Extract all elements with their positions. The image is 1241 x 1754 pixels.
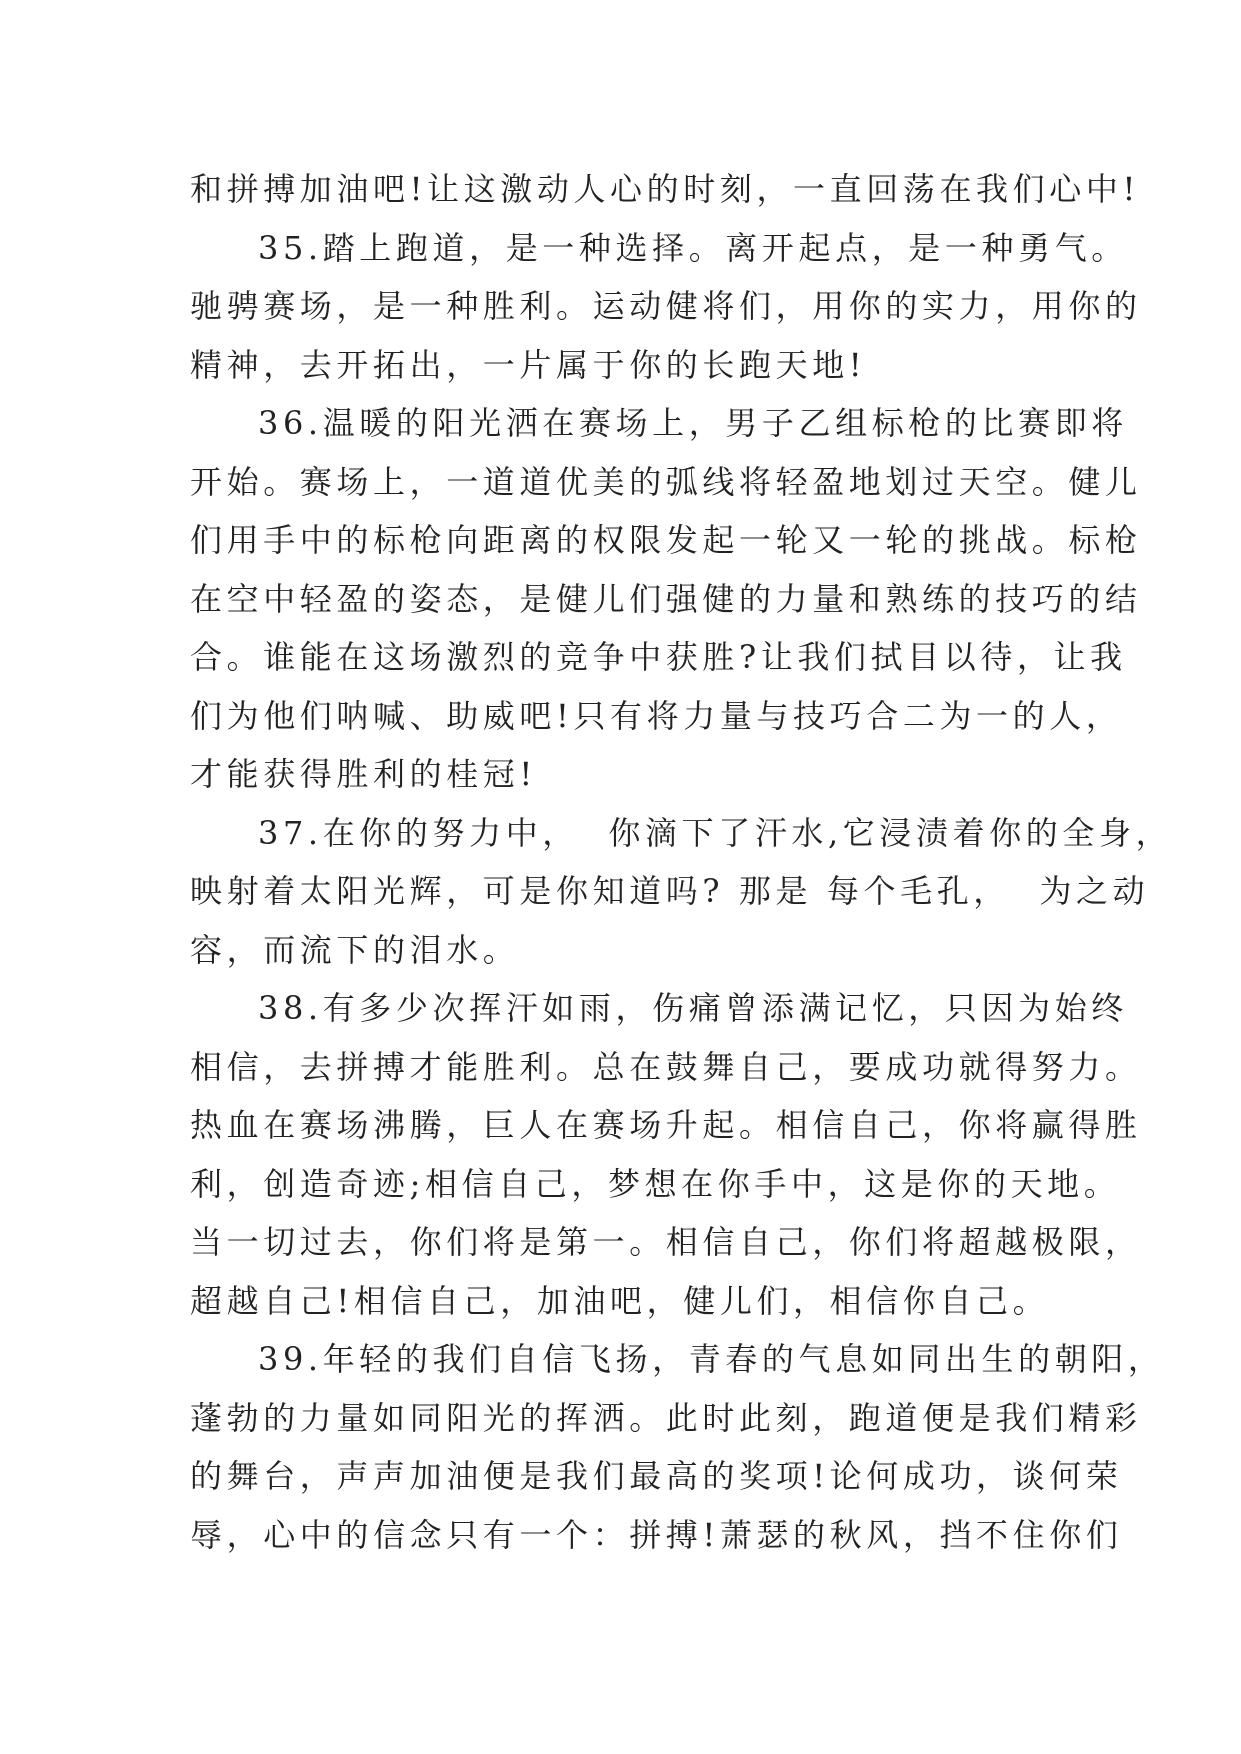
- text-line: 们为他们呐喊、助威吧!只有将力量与技巧合二为一的人，: [190, 696, 1123, 735]
- paragraph-first-line: 35.踏上跑道，是一种选择。离开起点，是一种勇气。: [258, 228, 1128, 267]
- text-line: 热血在赛场沸腾，巨人在赛场升起。相信自己，你将赢得胜: [190, 1106, 1142, 1144]
- text-line: 合。谁能在这场激烈的竞争中获胜?让我们拭目以待，让我: [190, 638, 1127, 676]
- text-line: 蓬勃的力量如同阳光的挥洒。此时此刻，跑道便是我们精彩: [190, 1398, 1142, 1437]
- text-line: 相信，去拼搏才能胜利。总在鼓舞自己，要成功就得努力。: [190, 1047, 1142, 1086]
- paragraph-first-line: 36.温暖的阳光洒在赛场上，男子乙组标枪的比赛即将: [258, 404, 1128, 442]
- text-line: 的舞台，声声加油便是我们最高的奖项!论何成功，谈何荣: [190, 1457, 1123, 1495]
- text-line: 辱，心中的信念只有一个：拼搏!萧瑟的秋风，挡不住你们: [190, 1515, 1123, 1554]
- text-line: 当一切过去，你们将是第一。相信自己，你们将超越极限，: [190, 1223, 1142, 1261]
- text-line: 驰骋赛场，是一种胜利。运动健将们，用你的实力，用你的: [190, 287, 1142, 325]
- paragraph-first-line: 39.年轻的我们自信飞扬，青春的气息如同出生的朝阳，: [258, 1340, 1165, 1378]
- text-line: 精神，去开拓出，一片属于你的长跑天地!: [190, 345, 867, 384]
- text-line: 们用手中的标枪向距离的权限发起一轮又一轮的挑战。标枪: [190, 521, 1142, 559]
- document-body: [190, 160, 1173, 1564]
- text-line: 容，而流下的泪水。: [190, 930, 520, 969]
- text-line: 利，创造奇迹;相信自己，梦想在你手中，这是你的天地。: [190, 1164, 1121, 1203]
- text-line: 映射着太阳光辉，可是你知道吗? 那是 每个毛孔， 为之动: [190, 872, 1150, 910]
- text-line: 才能获得胜利的桂冠!: [190, 755, 537, 793]
- text-line: 开始。赛场上，一道道优美的弧线将轻盈地划过天空。健儿: [190, 462, 1142, 501]
- text-line: 和拼搏加油吧!让这激动人心的时刻，一直回荡在我们心中!: [190, 170, 1140, 208]
- paragraph-first-line: 38.有多少次挥汗如雨，伤痛曾添满记忆，只因为始终: [258, 989, 1128, 1027]
- text-line: 超越自己!相信自己，加油吧，健儿们，相信你自己。: [190, 1281, 1050, 1320]
- paragraph-first-line: 37.在你的努力中， 你滴下了汗水,它浸渍着你的全身，: [258, 813, 1173, 852]
- text-line: 在空中轻盈的姿态，是健儿们强健的力量和熟练的技巧的结: [190, 579, 1142, 618]
